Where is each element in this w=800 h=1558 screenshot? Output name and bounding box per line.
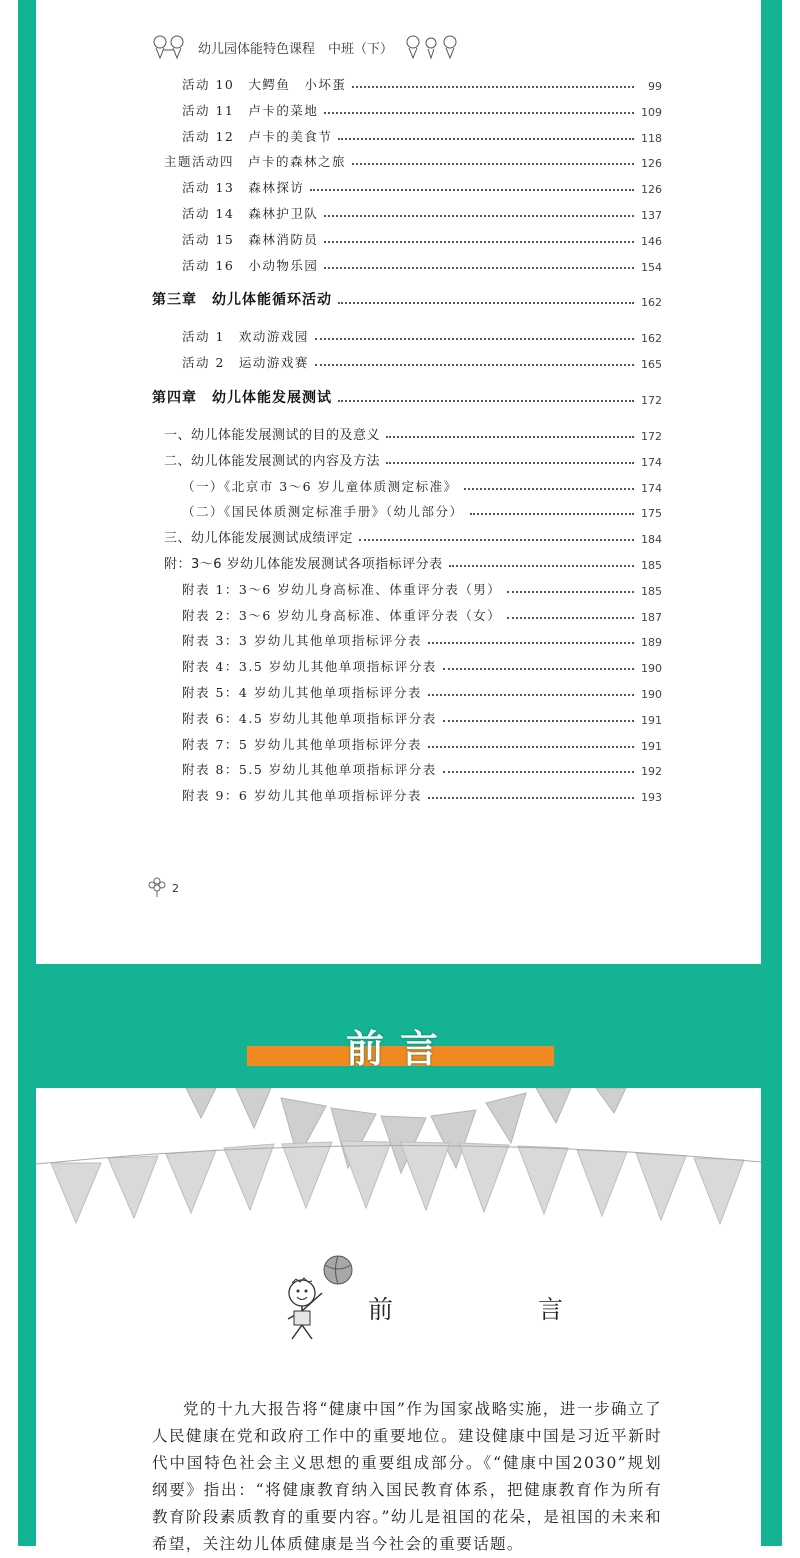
toc-entry-page: 174 xyxy=(641,481,662,495)
toc-entry-page: 187 xyxy=(641,610,662,624)
kids-left-icon xyxy=(150,34,188,60)
toc-entry xyxy=(164,423,662,443)
preface-paragraph: 党的十九大报告将“健康中国”作为国家战略实施，进一步确立了人民健康在党和政府工作中的重要地位。建设健康中国是习近平新时代中国特色社会主义思想的重要组成部分。《“健康中国2030”规划纲要》指出：“将健康教育纳入国民教育体系，把健康教育作为所有教育阶段素质教育的重要内容。”幼儿是祖国的花朵，是祖国的未来和希望，关注幼儿体质健康是当今社会的重要话题。 xyxy=(152,1400,662,1553)
toc-entry-label: 附表 2：3～6 岁幼儿身高标准、体重评分表（女） xyxy=(182,607,502,623)
toc-leader-dots xyxy=(507,591,634,593)
toc-leader-dots xyxy=(324,267,634,269)
toc-leader-dots xyxy=(315,338,634,340)
left-frame-border xyxy=(18,0,36,1546)
toc-leader-dots xyxy=(338,138,634,140)
toc-leader-dots xyxy=(324,241,634,243)
toc-entry xyxy=(152,387,662,407)
toc-leader-dots xyxy=(443,668,634,670)
toc-entry-page: 185 xyxy=(641,559,662,572)
toc-entry xyxy=(182,99,662,119)
toc-entry-page: 137 xyxy=(641,209,662,222)
toc-leader-dots xyxy=(464,488,634,490)
toc-entry-page: 165 xyxy=(641,358,662,372)
toc-entry-page: 126 xyxy=(641,157,662,171)
toc-entry xyxy=(182,707,662,727)
toc-entry-page: 192 xyxy=(641,765,662,779)
toc-entry-label: （一）《北京市 3～6 岁儿童体质测定标准》 xyxy=(182,478,458,494)
toc-entry-page: 162 xyxy=(641,296,662,310)
toc-entry xyxy=(182,604,662,624)
boy-with-ball-illustration xyxy=(278,1253,358,1347)
toc-entry-page: 185 xyxy=(641,584,662,598)
toc-entry-page: 189 xyxy=(641,636,662,650)
toc-entry-label: 附：3～6 岁幼儿体能发展测试各项指标评分表 xyxy=(164,557,443,572)
toc-leader-dots xyxy=(443,720,634,722)
banner-title: 前言 xyxy=(345,1027,454,1071)
toc-entry-page: 118 xyxy=(641,131,662,145)
kids-right-icon xyxy=(403,34,461,60)
toc-leader-dots xyxy=(352,86,634,88)
toc-entry-page: 175 xyxy=(641,507,662,521)
preface-body xyxy=(152,1396,662,1558)
toc-leader-dots xyxy=(324,112,634,114)
toc-entry-label: 三、幼儿体能发展测试成绩评定 xyxy=(164,531,354,547)
toc-entry xyxy=(182,125,662,145)
toc-leader-dots xyxy=(428,694,634,696)
toc-entry xyxy=(182,176,662,196)
toc-leader-dots xyxy=(428,642,634,644)
toc-leader-dots xyxy=(470,513,634,515)
toc-entry-page: 193 xyxy=(641,791,662,805)
toc-entry-label: 活动 14 森林护卫队 xyxy=(182,206,319,221)
toc-entry-label: 活动 10 大鳄鱼 小坏蛋 xyxy=(182,77,347,92)
toc-entry-page: 109 xyxy=(641,105,662,119)
toc-entry-label: （二）《国民体质测定标准手册》（幼儿部分） xyxy=(182,504,464,520)
toc-entry-page: 146 xyxy=(641,234,662,248)
toc-leader-dots xyxy=(428,746,634,748)
toc-entry-label: 第三章 幼儿体能循环活动 xyxy=(152,292,332,309)
toc-entry-label: 活动 16 小动物乐园 xyxy=(182,257,319,273)
toc-leader-dots xyxy=(315,364,634,366)
toc-entry-label: 二、幼儿体能发展测试的内容及方法 xyxy=(164,453,381,469)
toc-entry xyxy=(182,351,662,371)
toc-entry xyxy=(182,475,662,495)
toc-entry-page: 126 xyxy=(641,183,662,197)
toc-entry-label: 活动 15 森林消防员 xyxy=(182,231,319,247)
toc-entry xyxy=(164,150,662,170)
toc-entry xyxy=(182,758,662,778)
toc-entry xyxy=(182,629,662,649)
toc-entry-label: 一、幼儿体能发展测试的目的及意义 xyxy=(164,428,381,443)
preface-title: 前 言 xyxy=(368,1295,624,1324)
toc-entry-page: 174 xyxy=(641,455,662,469)
toc-leader-dots xyxy=(449,565,634,567)
right-frame-border xyxy=(761,0,782,1546)
header-title: 幼儿园体能特色课程 中班（下） xyxy=(198,41,394,57)
toc-entry-label: 附表 7：5 岁幼儿其他单项指标评分表 xyxy=(182,736,422,752)
toc-entry-label: 主题活动四 卢卡的森林之旅 xyxy=(164,154,347,170)
toc-leader-dots xyxy=(352,163,634,165)
toc-entry-page: 191 xyxy=(641,713,662,727)
toc-leader-dots xyxy=(338,302,634,304)
toc-entry-label: 活动 2 运动游戏赛 xyxy=(182,355,309,371)
toc-entry-page: 172 xyxy=(641,430,662,443)
toc-entry-label: 附表 6：4.5 岁幼儿其他单项指标评分表 xyxy=(182,710,437,726)
page-number-text: 2 xyxy=(172,882,179,895)
toc-entry xyxy=(164,449,662,469)
toc-entry xyxy=(164,526,662,546)
toc-entry-label: 附表 8：5.5 岁幼儿其他单项指标评分表 xyxy=(182,762,437,778)
toc-entry-page: 190 xyxy=(641,688,662,701)
toc-entry xyxy=(182,202,662,222)
toc-entry-label: 附表 1：3～6 岁幼儿身高标准、体重评分表（男） xyxy=(182,581,502,597)
toc-entry xyxy=(182,73,662,93)
toc-leader-dots xyxy=(359,539,634,541)
toc-entry-label: 活动 12 卢卡的美食节 xyxy=(182,128,333,144)
toc-leader-dots xyxy=(386,436,634,438)
toc-entry xyxy=(152,289,662,309)
toc-entry-page: 191 xyxy=(641,739,662,753)
toc-entry-label: 第四章 幼儿体能发展测试 xyxy=(152,390,332,406)
toc-entry xyxy=(182,733,662,753)
toc-entry-page: 99 xyxy=(648,80,662,93)
toc-leader-dots xyxy=(443,771,634,773)
toc-entry xyxy=(182,500,662,520)
toc-entry xyxy=(182,325,662,345)
toc-entry xyxy=(164,552,662,572)
toc-entry-label: 附表 4：3.5 岁幼儿其他单项指标评分表 xyxy=(182,659,437,675)
toc-entry-label: 附表 3：3 岁幼儿其他单项指标评分表 xyxy=(182,633,422,649)
toc-entry-page: 154 xyxy=(641,260,662,274)
toc-entry-label: 活动 1 欢动游戏园 xyxy=(182,329,309,345)
running-header xyxy=(150,34,461,60)
toc-entry-label: 附表 5：4 岁幼儿其他单项指标评分表 xyxy=(182,685,422,700)
toc-leader-dots xyxy=(428,797,634,799)
toc-entry xyxy=(182,655,662,675)
toc-entry xyxy=(182,578,662,598)
toc-entry xyxy=(182,254,662,274)
toc-entry-page: 190 xyxy=(641,662,662,676)
toc-entry-page: 172 xyxy=(641,394,662,407)
toc-entry-label: 附表 9：6 岁幼儿其他单项指标评分表 xyxy=(182,788,422,804)
toc-leader-dots xyxy=(507,617,634,619)
toc-leader-dots xyxy=(324,215,634,217)
toc-entry xyxy=(182,784,662,804)
toc-entry-label: 活动 11 卢卡的菜地 xyxy=(182,102,319,118)
page-number xyxy=(148,877,179,900)
bunting-flags xyxy=(36,1088,761,1248)
flower-icon xyxy=(148,877,166,900)
toc-entry-page: 162 xyxy=(641,332,662,346)
toc-leader-dots xyxy=(338,400,634,402)
toc-leader-dots xyxy=(386,462,634,464)
toc-entry xyxy=(182,681,662,701)
toc-leader-dots xyxy=(310,189,634,191)
toc-entry xyxy=(182,228,662,248)
toc-entry-page: 184 xyxy=(641,533,662,547)
toc-entry-label: 活动 13 森林探访 xyxy=(182,180,305,196)
